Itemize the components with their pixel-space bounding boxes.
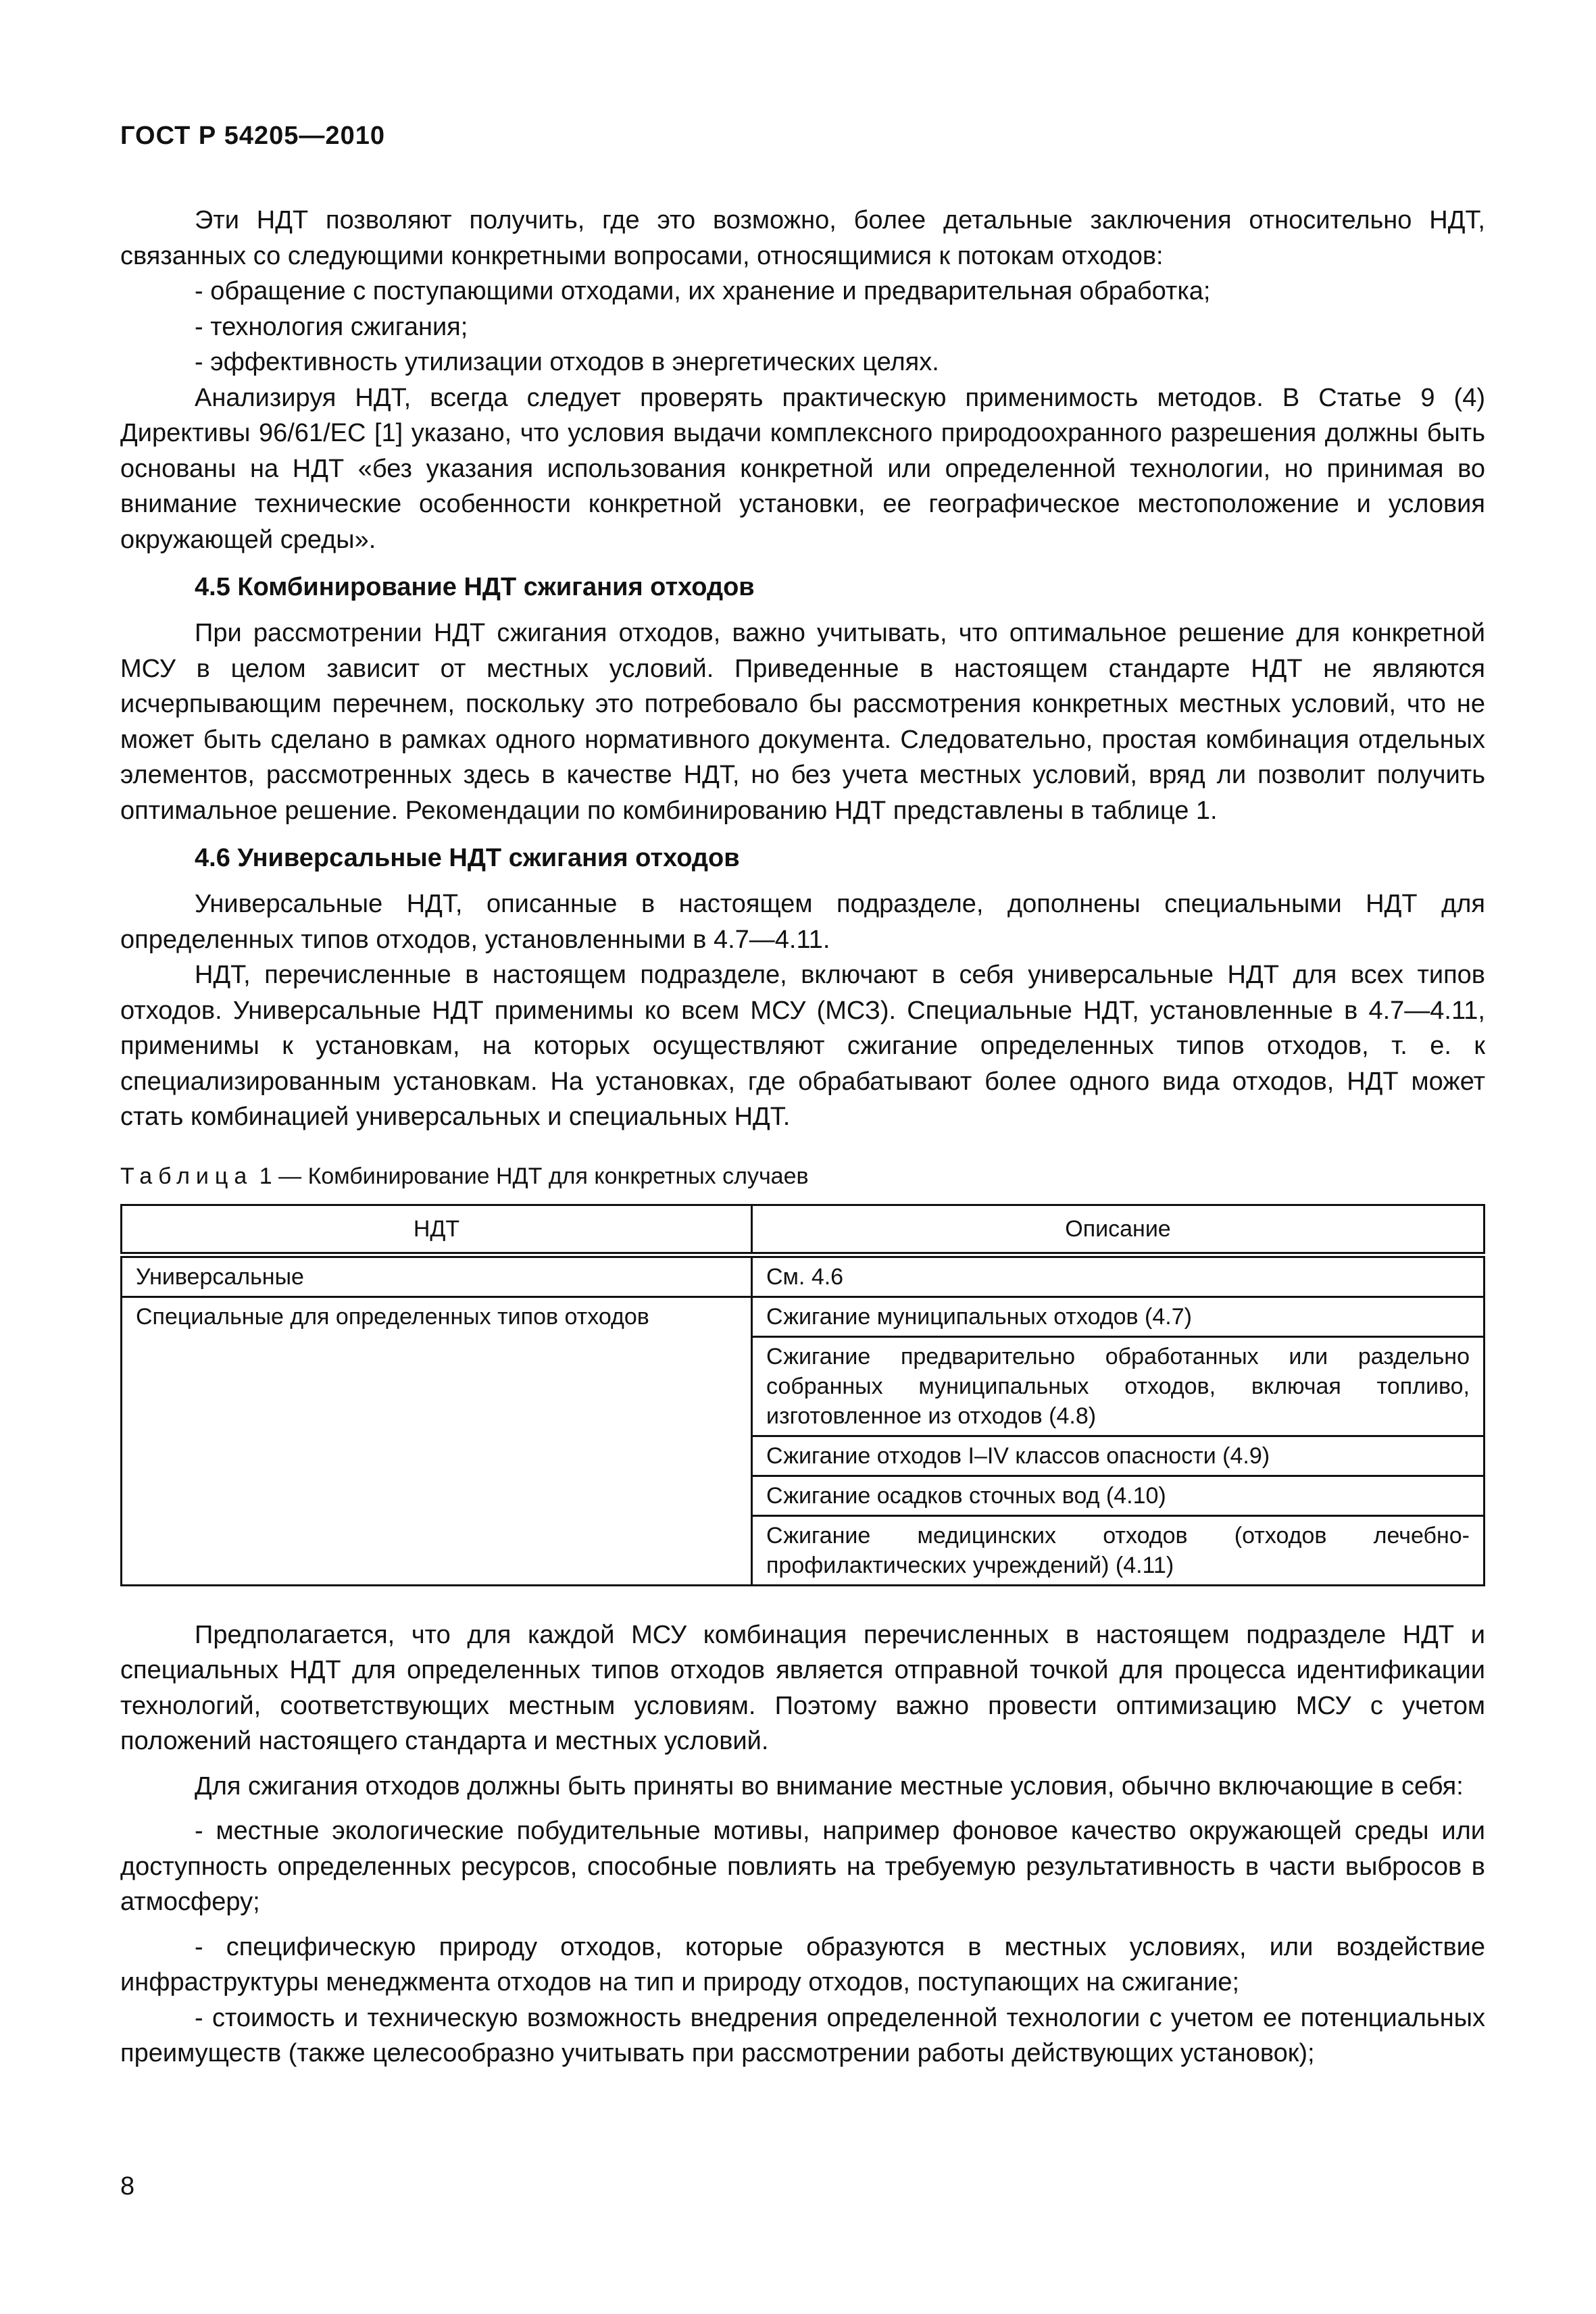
table-header-description: Описание	[752, 1205, 1485, 1255]
table-cell-universal-desc: См. 4.6	[752, 1255, 1485, 1297]
page-number: 8	[120, 2172, 135, 2200]
table-row	[122, 1297, 1485, 1336]
section-heading-4-5: 4.5 Комбинирование НДТ сжигания отходов	[195, 573, 755, 601]
paragraph: НДТ, перечисленные в настоящем подразделе, включают в себя универсальные НДТ для всех типов отходов. Универсальные НДТ применимы ко всем МСУ (МСЗ). Специальные НДТ, установленные в 4.7—4.11, применимы к установкам, на которых осуществляют сжигание определенных типов отходов, т. е. к специализированным установкам. На установках, где обрабатывают более одного вида отходов, НДТ может стать комбинацией универсальных и специальных НДТ.	[120, 961, 1485, 1131]
body-text	[120, 203, 1485, 2071]
table-caption	[120, 1161, 1485, 1192]
table-header-row	[122, 1205, 1485, 1255]
table-cell-special-desc: Сжигание медицинских отходов (отходов лечебно-профилактических учреждений) (4.11)	[752, 1515, 1485, 1585]
list-item: - специфическую природу отходов, которые образуются в местных условиях, или воздействие инфраструктуры менеджмента отходов на тип и природу отходов, поступающих на сжигание;	[120, 1932, 1485, 1996]
table-cell-special: Специальные для определенных типов отходов	[122, 1297, 752, 1585]
paragraph: Предполагается, что для каждой МСУ комбинация перечисленных в настоящем подразделе НДТ и специальных НДТ для определенных типов отходов является отправной точкой для процесса идентификации технологий, соответствующих местным условиям. Поэтому важно провести оптимизацию МСУ с учетом положений настоящего стандарта и местных условий.	[120, 1620, 1485, 1755]
table-caption-prefix: Таблица	[120, 1163, 253, 1189]
paragraph: Для сжигания отходов должны быть приняты во внимание местные условия, обычно включающие в себя:	[195, 1771, 1464, 1801]
paragraph: При рассмотрении НДТ сжигания отходов, важно учитывать, что оптимальное решение для конкретной МСУ в целом зависит от местных условий. Приведенные в настоящем стандарте НДТ не являются исчерпывающим перечнем, поскольку это потребовало бы рассмотрения конкретных местных условий, что не может быть сделано в рамках одного нормативного документа. Следовательно, простая комбинация отдельных элементов, рассмотренных здесь в качестве НДТ, но без учета местных условий, вряд ли позволит получить оптимальное решение. Рекомендации по комбинированию НДТ представлены в таблице 1.	[120, 619, 1485, 825]
paragraph: Универсальные НДТ, описанные в настоящем подразделе, дополнены специальными НДТ для определенных типов отходов, установленными в 4.7—4.11.	[120, 890, 1485, 954]
section-heading-4-6: 4.6 Универсальные НДТ сжигания отходов	[195, 844, 740, 872]
list-item: - обращение с поступающими отходами, их хранение и предварительная обработка;	[195, 277, 1211, 305]
paragraph: Эти НДТ позволяют получить, где это возможно, более детальные заключения относительно НДТ, связанных со следующими конкретными вопросами, относящимися к потокам отходов:	[120, 206, 1485, 270]
paragraph: Анализируя НДТ, всегда следует проверять практическую применимость методов. В Статье 9 (4) Директивы 96/61/ЕС [1] указано, что условия выдачи комплексного природоохранного разрешения должны быть основаны на НДТ «без указания использования конкретной или определенной технологии, но принимая во внимание технические особенности конкретной установки, ее географическое местоположение и условия окружающей среды».	[120, 383, 1485, 554]
table-cell-universal: Универсальные	[122, 1255, 752, 1297]
table-cell-special-desc: Сжигание отходов I–IV классов опасности (4.9)	[752, 1436, 1485, 1476]
table-cell-special-desc: Сжигание предварительно обработанных или раздельно собранных муниципальных отходов, включая топливо, изготовленное из отходов (4.8)	[752, 1336, 1485, 1436]
list-item: - технология сжигания;	[195, 312, 468, 341]
combination-table	[120, 1204, 1485, 1586]
list-item: - местные экологические побудительные мотивы, например фоновое качество окружающей среды или доступность определенных ресурсов, способные повлиять на требуемую результативность в части выбросов в атмосферу;	[120, 1817, 1485, 1916]
list-item: - эффективность утилизации отходов в энергетических целях.	[195, 348, 939, 376]
table-cell-special-desc: Сжигание муниципальных отходов (4.7)	[752, 1297, 1485, 1336]
document-header: ГОСТ Р 54205—2010	[120, 122, 385, 150]
list-item: - стоимость и техническую возможность внедрения определенной технологии с учетом ее потенциальных преимуществ (также целесообразно учитывать при рассмотрении работы действующих установок);	[120, 2003, 1485, 2067]
table-cell-special-desc: Сжигание осадков сточных вод (4.10)	[752, 1476, 1485, 1515]
table-caption-text: 1 — Комбинирование НДТ для конкретных случаев	[259, 1163, 809, 1189]
table-header-ndt: НДТ	[122, 1205, 752, 1255]
table-row	[122, 1255, 1485, 1297]
